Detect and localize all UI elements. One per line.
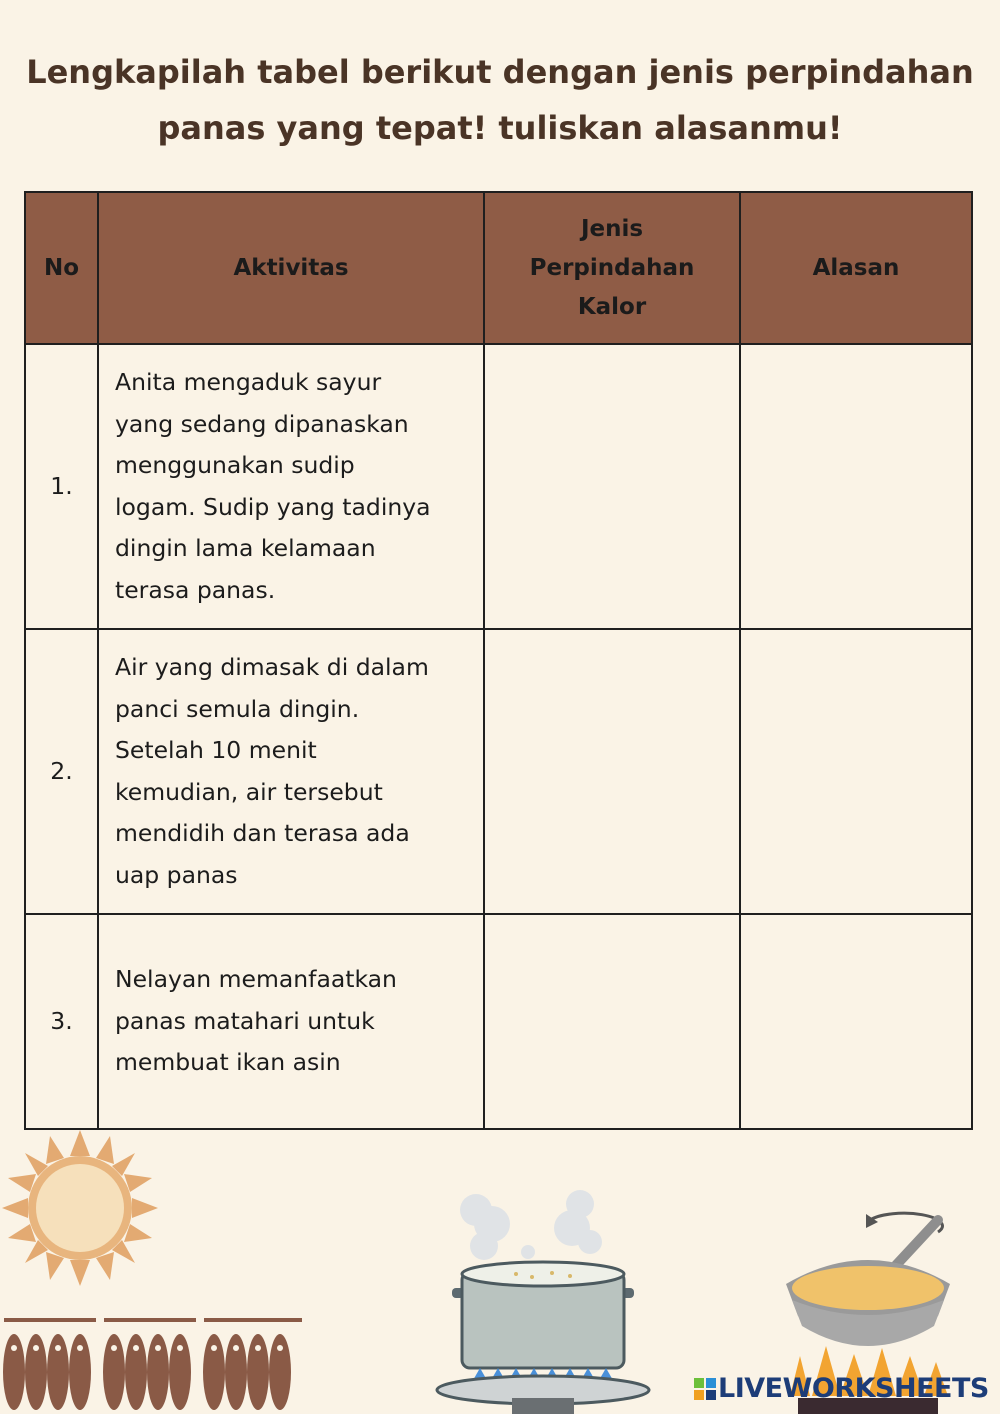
header-jenis-perpindahan-kalor: [484, 192, 740, 344]
activity-cell: [98, 344, 484, 629]
activity-line: kemudian, air tersebut: [115, 777, 383, 806]
answer-alasan-cell[interactable]: [740, 914, 972, 1129]
heat-transfer-table: [24, 191, 973, 1130]
row-number: 2.: [25, 629, 98, 914]
table-header-row: [25, 192, 972, 344]
activity-line: terasa panas.: [115, 575, 276, 604]
boiling-pot-icon: [432, 1184, 654, 1414]
row-number: 3.: [25, 914, 98, 1129]
logo-text: LIVEWORKSHEETS: [718, 1373, 989, 1404]
activity-line: membuat ikan asin: [115, 1048, 341, 1077]
answer-alasan-cell[interactable]: [740, 344, 972, 629]
answer-jenis-cell[interactable]: [484, 629, 740, 914]
liveworksheets-logo: [694, 1374, 989, 1404]
table-row: [25, 344, 972, 629]
row-number: 1.: [25, 344, 98, 629]
table-row: [25, 629, 972, 914]
answer-alasan-cell[interactable]: [740, 629, 972, 914]
activity-line: panas matahari untuk: [115, 1006, 375, 1035]
header-jenis-line-3: Kalor: [577, 293, 647, 320]
activity-line: logam. Sudip yang tadinya: [115, 492, 431, 521]
activity-line: yang sedang dipanaskan: [115, 409, 409, 438]
activity-cell: [98, 629, 484, 914]
activity-line: menggunakan sudip: [115, 451, 355, 479]
header-jenis-line-1: Jenis: [580, 215, 644, 242]
table-row: [25, 914, 972, 1129]
activity-line: Air yang dimasak di dalam: [115, 653, 429, 681]
activity-line: panci semula dingin.: [115, 694, 360, 723]
activity-line: Anita mengaduk sayur: [115, 368, 382, 396]
header-alasan: Alasan: [740, 192, 972, 344]
activity-line: uap panas: [115, 860, 238, 889]
title-line-1: Lengkapilah tabel berikut dengan jenis perpindahan: [26, 53, 974, 91]
title-line-2: panas yang tepat! tuliskan alasanmu!: [157, 109, 843, 147]
activity-line: Nelayan memanfaatkan: [115, 965, 397, 994]
activity-line: dingin lama kelamaan: [115, 534, 376, 562]
sun-icon: [0, 1128, 160, 1288]
activity-line: Setelah 10 menit: [115, 736, 317, 764]
header-aktivitas: Aktivitas: [98, 192, 484, 344]
answer-jenis-cell[interactable]: [484, 914, 740, 1129]
header-jenis-line-2: Perpindahan: [529, 254, 695, 281]
activity-line: mendidih dan terasa ada: [115, 819, 410, 847]
answer-jenis-cell[interactable]: [484, 344, 740, 629]
activity-cell: [98, 914, 484, 1129]
dried-fish-icon: [0, 1312, 310, 1414]
worksheet-title: [0, 44, 1000, 156]
header-no: No: [25, 192, 98, 344]
liveworksheets-logo-icon: [694, 1378, 716, 1400]
